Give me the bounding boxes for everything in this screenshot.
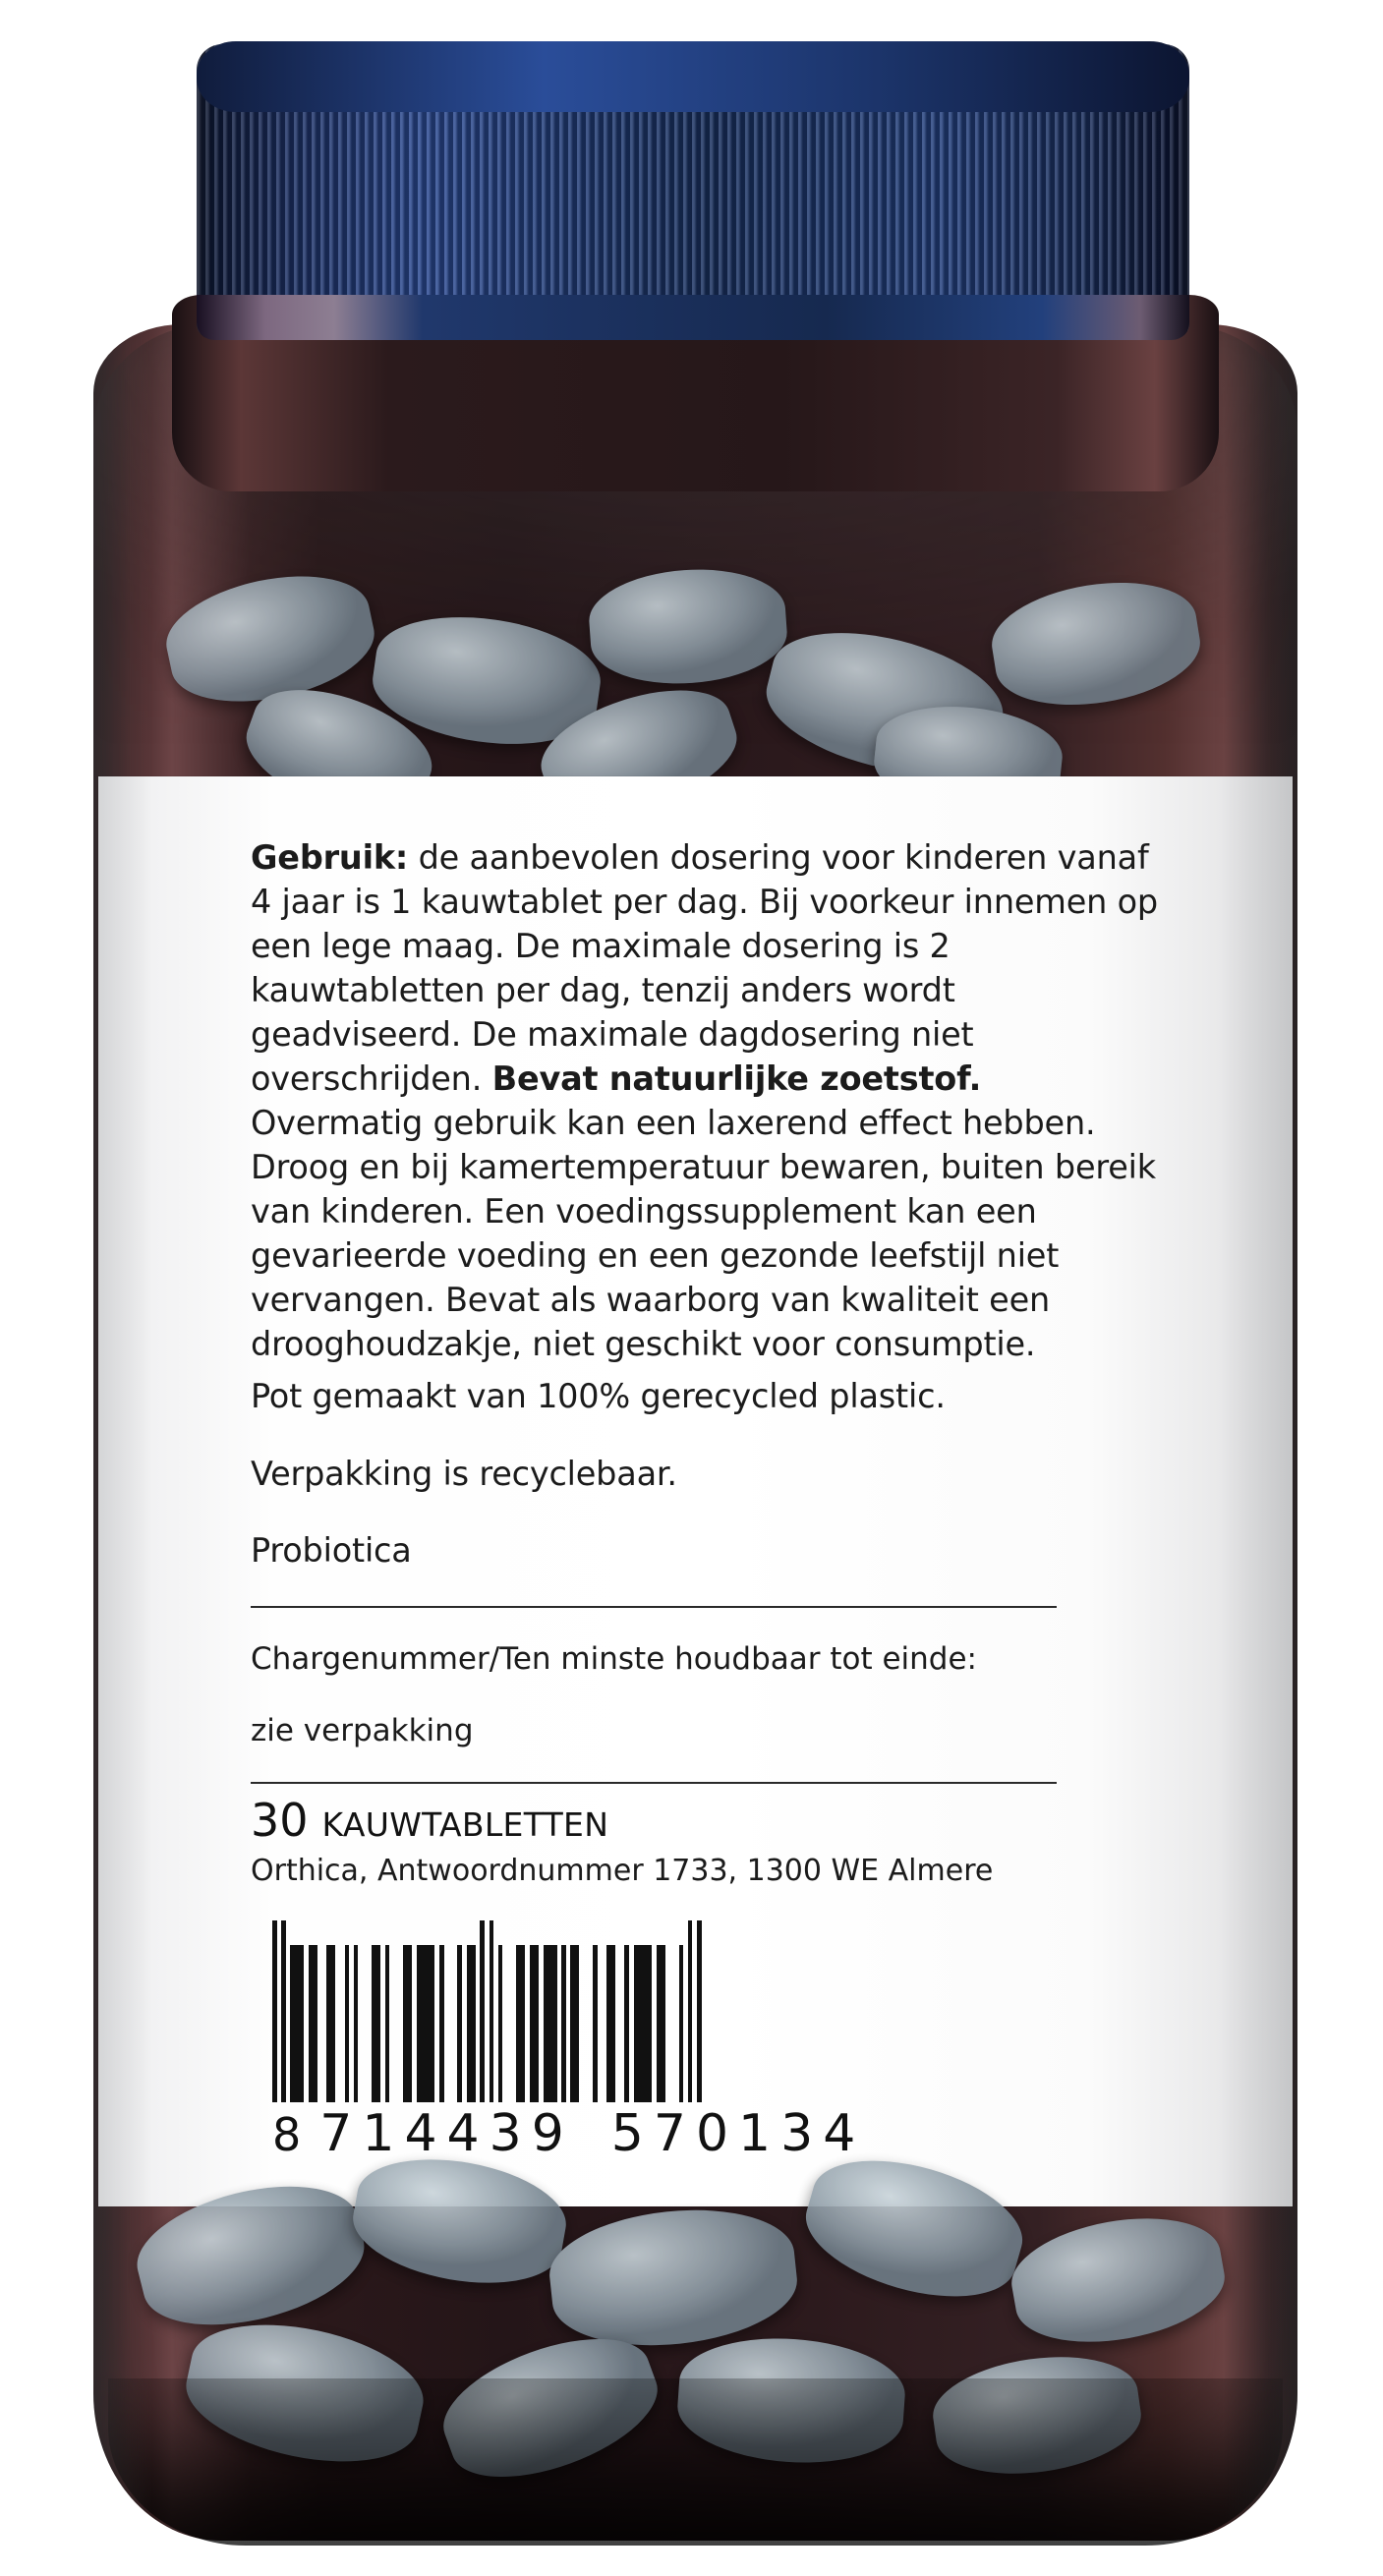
label-content xyxy=(251,835,1160,2163)
product-category: Probiotica xyxy=(251,1531,412,1570)
batch-line-1: Chargenummer/Ten minste houdbaar tot einde: xyxy=(251,1640,977,1677)
usage-paragraph xyxy=(251,835,1160,1366)
divider-bottom xyxy=(251,1782,1057,1784)
barcode-lead-digit: 8 xyxy=(272,2107,305,2161)
batch-line-2: zie verpakking xyxy=(251,1712,474,1748)
usage-heading: Gebruik: xyxy=(251,838,409,877)
tablet-count-unit: KAUWTABLETTEN xyxy=(321,1804,609,1844)
usage-text-2: Overmatig gebruik kan een laxerend effect hebben. Droog en bij kamertemperatuur bewaren, buiten bereik van kinderen. Een voedingssupplement kan een gevarieerde voeding en een gezonde leefstijl niet vervangen. Bevat als waarborg van kwaliteit een drooghoudzakje, niet geschikt voor consumptie. xyxy=(251,1104,1156,1363)
barcode-block xyxy=(272,1920,980,2163)
natural-sweetener-claim: Bevat natuurlijke zoetstof. xyxy=(491,1059,982,1098)
recycled-pot-line: Pot gemaakt van 100% gerecycled plastic. xyxy=(251,1377,946,1415)
barcode-bars xyxy=(272,1920,980,2102)
company-address: Orthica, Antwoordnummer 1733, 1300 WE Almere xyxy=(251,1853,994,1888)
bottle-base-shadow xyxy=(108,2378,1283,2546)
divider-top xyxy=(251,1606,1057,1608)
bottle-cap-tamper-band xyxy=(197,295,1189,340)
tablets-top-view xyxy=(128,550,1258,806)
bottle-cap-top xyxy=(197,41,1189,112)
usage-text-1: de aanbevolen dosering voor kinderen vanaf 4 jaar is 1 kauwtablet per dag. Bij voorkeur innemen op een lege maag. De maximale dosering is 2 kauwtabletten per dag, tenzij anders wordt geadviseerd. De maximale dagdosering niet overschrijden. xyxy=(251,838,1158,1098)
product-label xyxy=(98,776,1293,2206)
barcode-group-1: 714439 xyxy=(319,2103,574,2163)
barcode-group-2: 570134 xyxy=(610,2103,866,2163)
tablet-count-row xyxy=(251,1793,1160,1850)
tablet-count-number: 30 xyxy=(251,1793,309,1847)
recyclable-packaging-line: Verpakking is recyclebaar. xyxy=(251,1454,677,1493)
